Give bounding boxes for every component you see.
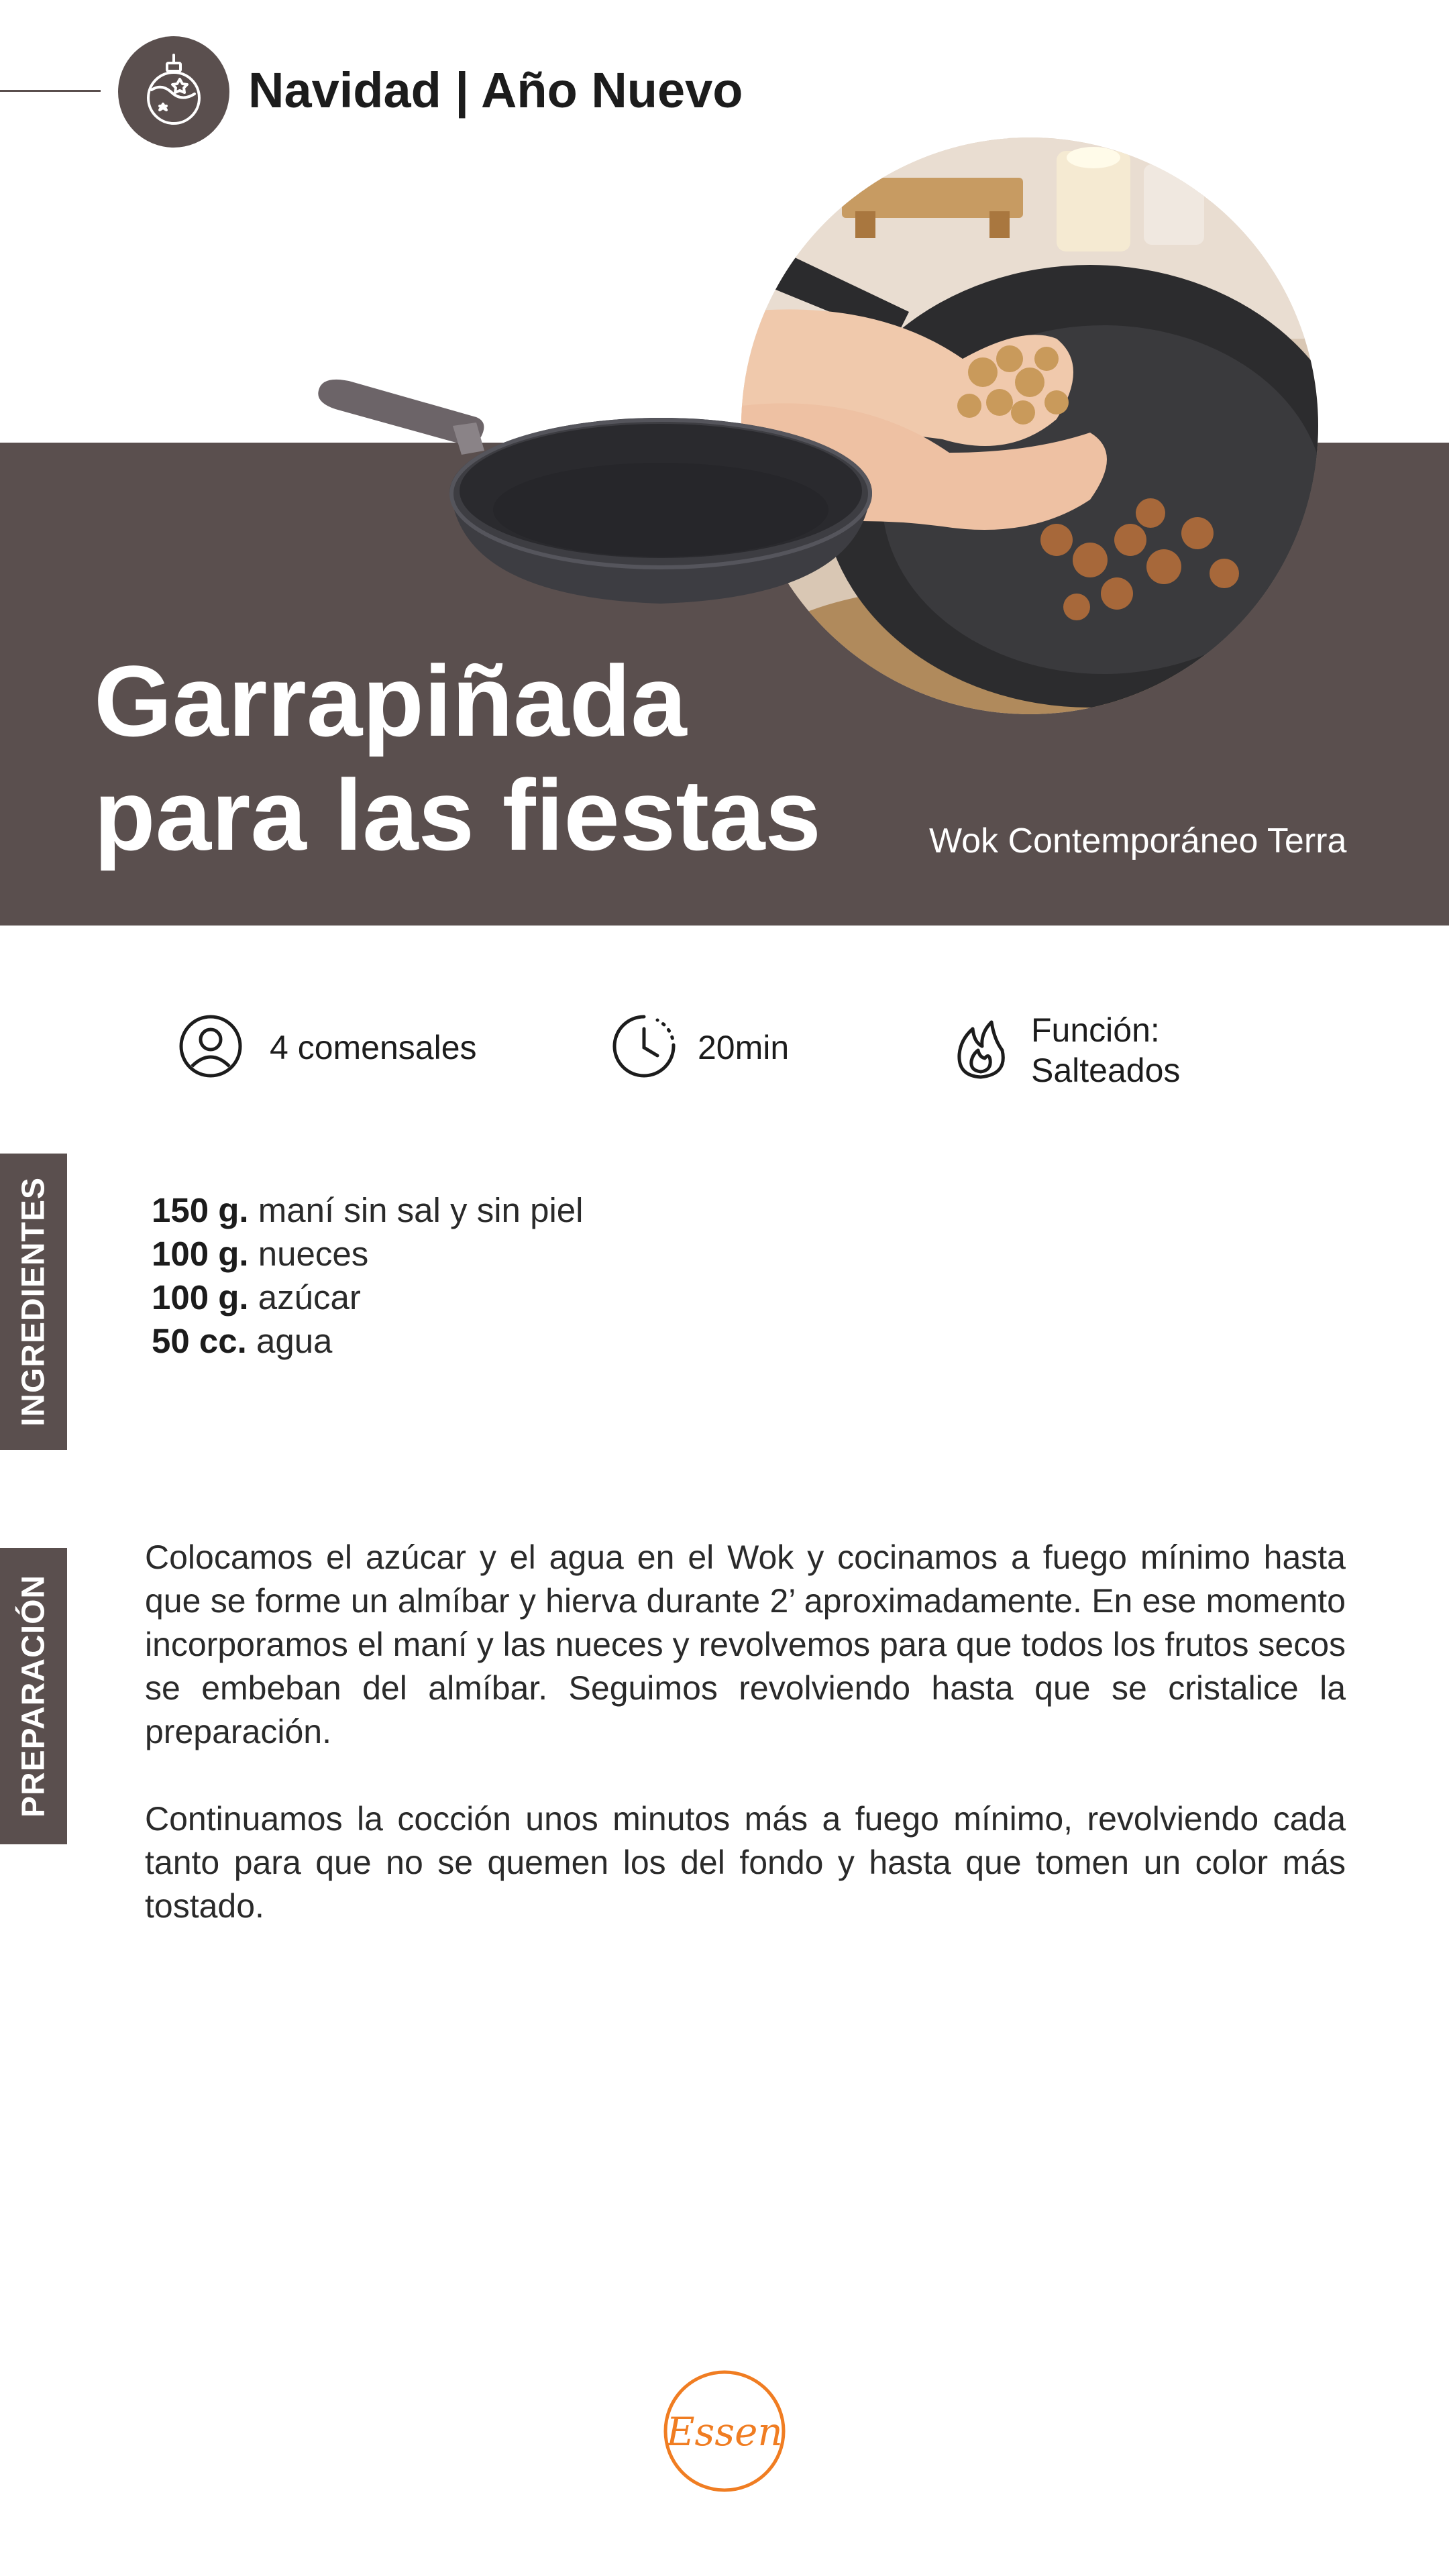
ingredients-tab	[0, 1154, 67, 1450]
christmas-ornament-icon	[118, 36, 229, 148]
preparation-text	[145, 1536, 1346, 1972]
essen-logo	[661, 2367, 788, 2495]
ingredient-qty: 100 g.	[152, 1235, 249, 1273]
ingredient-name: agua	[256, 1322, 333, 1360]
person-icon	[177, 1013, 244, 1080]
function-value: Salteados	[1031, 1052, 1181, 1089]
header-rule	[0, 90, 101, 92]
function-text	[1031, 1010, 1180, 1090]
recipe-title-line-1: Garrapiñada	[94, 645, 687, 757]
ingredient-qty: 50 cc.	[152, 1322, 247, 1360]
preparation-tab-label: PREPARACIÓN	[15, 1574, 52, 1818]
ingredient-item	[152, 1319, 583, 1363]
function-label: Función:	[1031, 1011, 1160, 1049]
ingredient-name: nueces	[258, 1235, 369, 1273]
recipe-title	[94, 644, 821, 872]
wok-image	[309, 376, 899, 617]
flame-icon	[947, 1013, 1014, 1080]
category-title: Navidad | Año Nuevo	[248, 62, 743, 118]
ingredients-list	[152, 1188, 583, 1363]
preparation-tab	[0, 1548, 67, 1844]
time-text: 20min	[698, 1029, 790, 1066]
ingredients-tab-label: INGREDIENTES	[15, 1176, 52, 1427]
recipe-title-line-2: para las fiestas	[94, 759, 821, 871]
servings-text: 4 comensales	[270, 1029, 477, 1066]
ingredient-qty: 100 g.	[152, 1278, 249, 1317]
ingredient-item	[152, 1276, 583, 1319]
product-name: Wok Contemporáneo Terra	[929, 822, 1347, 860]
ingredient-qty: 150 g.	[152, 1191, 249, 1229]
preparation-paragraph: Colocamos el azúcar y el agua en el Wok y cocinamos a fuego mínimo hasta que se forme un almíbar y hierva durante 2’ aproximadamente. En ese momento incorporamos el maní y las nueces y revolvemos para que todos los frutos secos se embeban del almíbar. Seguimos revolviendo hasta que se cristalice la preparación.	[145, 1538, 1346, 1750]
preparation-paragraph: Continuamos la cocción unos minutos más a fuego mínimo, revolviendo cada tanto para que no se quemen los del fondo y hasta que tomen un color más tostado.	[145, 1800, 1346, 1925]
essen-logo-text: Essen	[666, 2409, 783, 2455]
ingredient-name: azúcar	[258, 1278, 361, 1317]
clock-icon	[610, 1013, 678, 1080]
ingredient-item	[152, 1188, 583, 1232]
category-badge	[118, 36, 229, 148]
ingredient-item	[152, 1232, 583, 1276]
ingredient-name: maní sin sal y sin piel	[258, 1191, 584, 1229]
